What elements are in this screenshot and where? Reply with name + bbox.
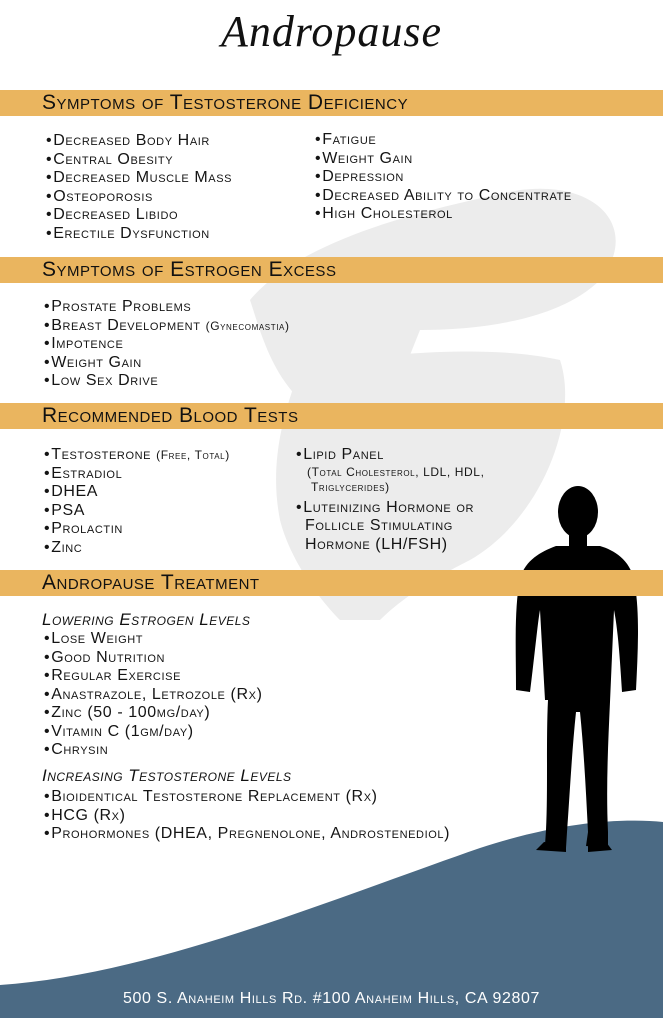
list-item: • Decreased Libido xyxy=(46,206,232,225)
section-band-estrogen xyxy=(0,257,663,283)
list-item: • Impotence xyxy=(44,335,290,354)
section-band-deficiency xyxy=(0,90,663,116)
list-item: • Testosterone (Free, Total) xyxy=(44,446,230,465)
increasing-list xyxy=(44,788,450,844)
list-item-continued: Hormone (LH/FSH) xyxy=(305,535,448,553)
list-item: • HCG (Rx) xyxy=(44,807,450,826)
lowering-list xyxy=(44,630,263,760)
section-heading: Symptoms of Testosterone Deficiency xyxy=(42,91,409,114)
list-item: • Estradiol xyxy=(44,465,230,484)
footer-address: 500 S. Anaheim Hills Rd. #100 Anaheim Hills, CA 92807 xyxy=(123,990,540,1007)
list-item: • Lipid Panel xyxy=(296,446,485,465)
list-item: • Central Obesity xyxy=(46,151,232,170)
list-item: • PSA xyxy=(44,502,230,521)
list-item: • Lose Weight xyxy=(44,630,263,649)
list-item: • Anastrazole, Letrozole (Rx) xyxy=(44,686,263,705)
list-item: • Zinc (50 - 100mg/day) xyxy=(44,704,263,723)
section-heading: Andropause Treatment xyxy=(42,571,260,594)
list-item: • Luteinizing Hormone or xyxy=(296,499,485,518)
list-item: • Prolactin xyxy=(44,520,230,539)
section-band-tests xyxy=(0,403,663,429)
list-item: • Bioidentical Testosterone Replacement (Rx) xyxy=(44,788,450,807)
page-title: Andropause xyxy=(220,7,443,56)
list-item-continued: Follicle Stimulating xyxy=(305,517,453,534)
deficiency-list-2 xyxy=(315,131,572,224)
list-item: • Zinc xyxy=(44,539,230,558)
list-item: • Low Sex Drive xyxy=(44,372,290,391)
list-item: • Depression xyxy=(315,168,572,187)
tests-list-2 xyxy=(296,446,485,554)
list-item: • Decreased Body Hair xyxy=(46,132,232,151)
list-item: • Erectile Dysfunction xyxy=(46,225,232,244)
list-item: • High Cholesterol xyxy=(315,205,572,224)
section-heading: Recommended Blood Tests xyxy=(42,404,299,427)
list-item: • Decreased Muscle Mass xyxy=(46,169,232,188)
man-silhouette xyxy=(516,486,638,852)
list-item-note: Triglycerides) xyxy=(311,479,390,494)
list-item: • Weight Gain xyxy=(44,354,290,373)
list-item: • Fatigue xyxy=(315,131,572,150)
list-item: • Prohormones (DHEA, Pregnenolone, Androstenediol) xyxy=(44,825,450,844)
deficiency-list-1 xyxy=(46,132,232,243)
item-note: (Free, Total) xyxy=(156,448,230,462)
list-item: • Decreased Ability to Concentrate xyxy=(315,187,572,206)
lowering-estrogen-heading: Lowering Estrogen Levels xyxy=(42,610,251,629)
list-item: • Regular Exercise xyxy=(44,667,263,686)
list-item-note: (Total Cholesterol, LDL, HDL, xyxy=(307,464,485,479)
item-note: (Gynecomastia) xyxy=(205,318,290,333)
section-heading: Symptoms of Estrogen Excess xyxy=(42,258,337,281)
list-item: • Vitamin C (1gm/day) xyxy=(44,723,263,742)
increasing-testosterone-heading: Increasing Testosterone Levels xyxy=(42,766,292,785)
list-item: • Prostate Problems xyxy=(44,298,290,317)
section-band-treatment xyxy=(0,570,663,596)
list-item: • DHEA xyxy=(44,483,230,502)
list-item: • Breast Development (Gynecomastia) xyxy=(44,317,290,336)
tests-list-1 xyxy=(44,446,230,557)
list-item: • Osteoporosis xyxy=(46,188,232,207)
list-item: • Good Nutrition xyxy=(44,649,263,668)
estrogen-list xyxy=(44,298,290,391)
list-item: • Weight Gain xyxy=(315,150,572,169)
list-item: • Chrysin xyxy=(44,741,263,760)
